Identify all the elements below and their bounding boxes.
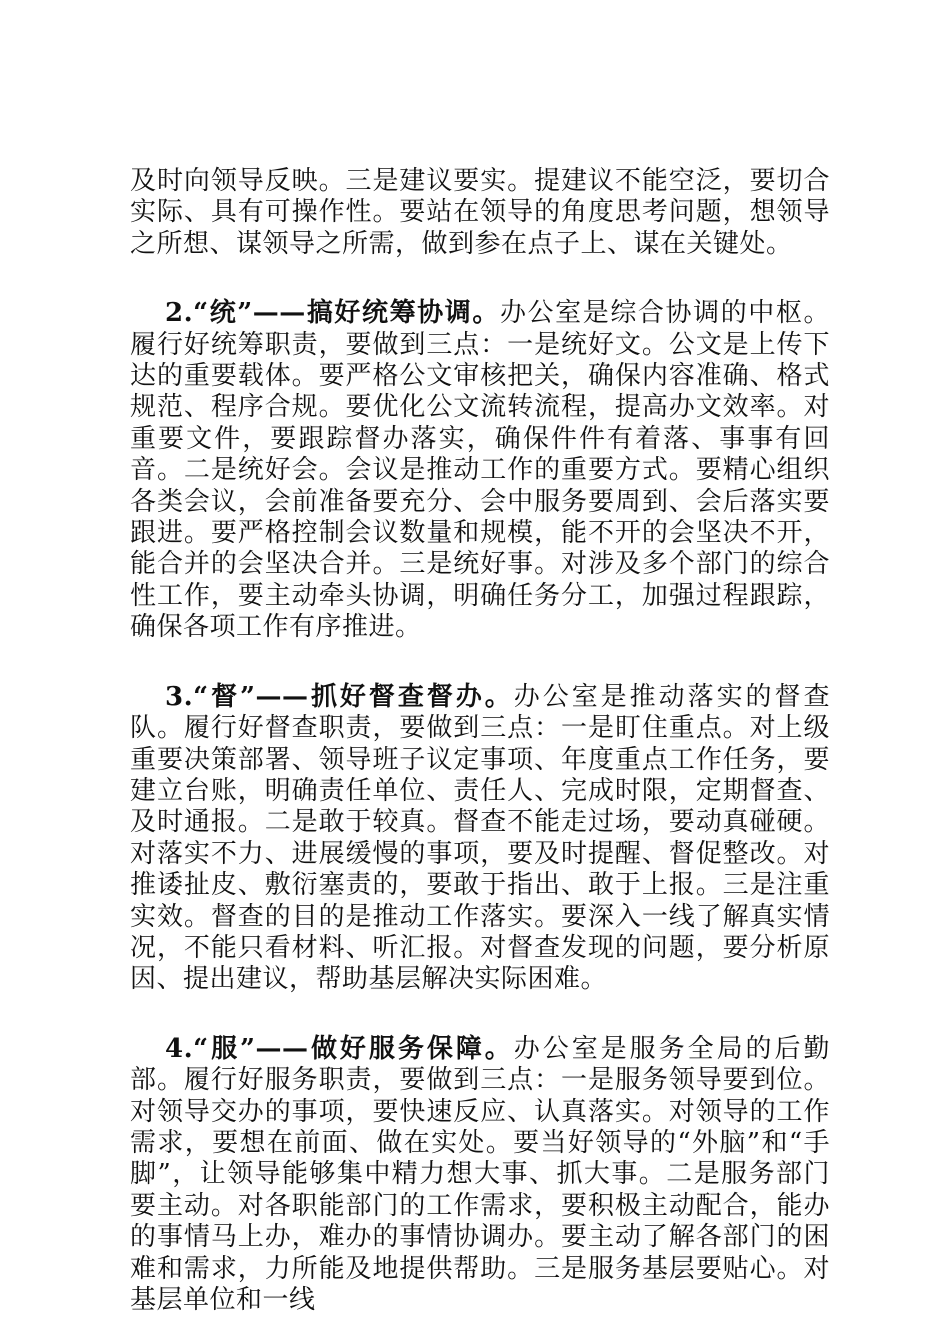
- paragraph-body: 及时向领导反映。三是建议要实。提建议不能空泛，要切合实际、具有可操作性。要站在领导的角度思考问题，想领导之所想、谋领导之所需，做到参在点子上、谋在关键处。: [130, 166, 830, 259]
- document-page: [130, 166, 830, 1316]
- paragraph-body: 办公室是推动落实的督查队。履行好督查职责，要做到三点：一是盯住重点。对上级重要决策部署、领导班子议定事项、年度重点工作任务，要建立台账，明确责任单位、责任人、完成时限，定期督查、及时通报。二是敢于较真。督查不能走过场，要动真碰硬。对落实不力、进展缓慢的事项，要及时提醒、督促整改。对推诿扯皮、敷衍塞责的，要敢于指出、敢于上报。三是注重实效。督查的目的是推动工作落实。要深入一线了解真实情况，不能只看材料、听汇报。对督查发现的问题，要分析原因、提出建议，帮助基层解决实际困难。: [130, 681, 830, 995]
- paragraph-heading: 4.“服”——做好服务保障。: [165, 1033, 514, 1064]
- paragraph-service: [130, 1034, 830, 1317]
- paragraph-heading: 2.“统”——搞好统筹协调。: [165, 298, 500, 329]
- paragraph-body: 办公室是服务全局的后勤部。履行好服务职责，要做到三点：一是服务领导要到位。对领导交办的事项，要快速反应、认真落实。对领导的工作需求，要想在前面、做在实处。要当好领导的“外脑”和“手脚”，让领导能够集中精力想大事、抓大事。二是服务部门要主动。对各职能部门的工作需求，要积极主动配合，能办的事情马上办，难办的事情协调办。要主动了解各部门的困难和需求，力所能及地提供帮助。三是服务基层要贴心。对基层单位和一线: [130, 1033, 830, 1315]
- paragraph-supervision: [130, 682, 830, 996]
- paragraph-body: 办公室是综合协调的中枢。履行好统筹职责，要做到三点：一是统好文。公文是上传下达的重要载体。要严格公文审核把关，确保内容准确、格式规范、程序合规。要优化公文流转流程，提高办文效率。对重要文件，要跟踪督办落实，确保件件有着落、事事有回音。二是统好会。会议是推动工作的重要方式。要精心组织各类会议，会前准备要充分、会中服务要周到、会后落实要跟进。要严格控制会议数量和规模，能不开的会坚决不开，能合并的会坚决合并。三是统好事。对涉及多个部门的综合性工作，要主动牵头协调，明确任务分工，加强过程跟踪，确保各项工作有序推进。: [130, 298, 830, 643]
- paragraph-coordination: [130, 298, 830, 643]
- paragraph-heading: 3.“督”——抓好督查督办。: [165, 681, 514, 712]
- paragraph-continuation: [130, 166, 830, 260]
